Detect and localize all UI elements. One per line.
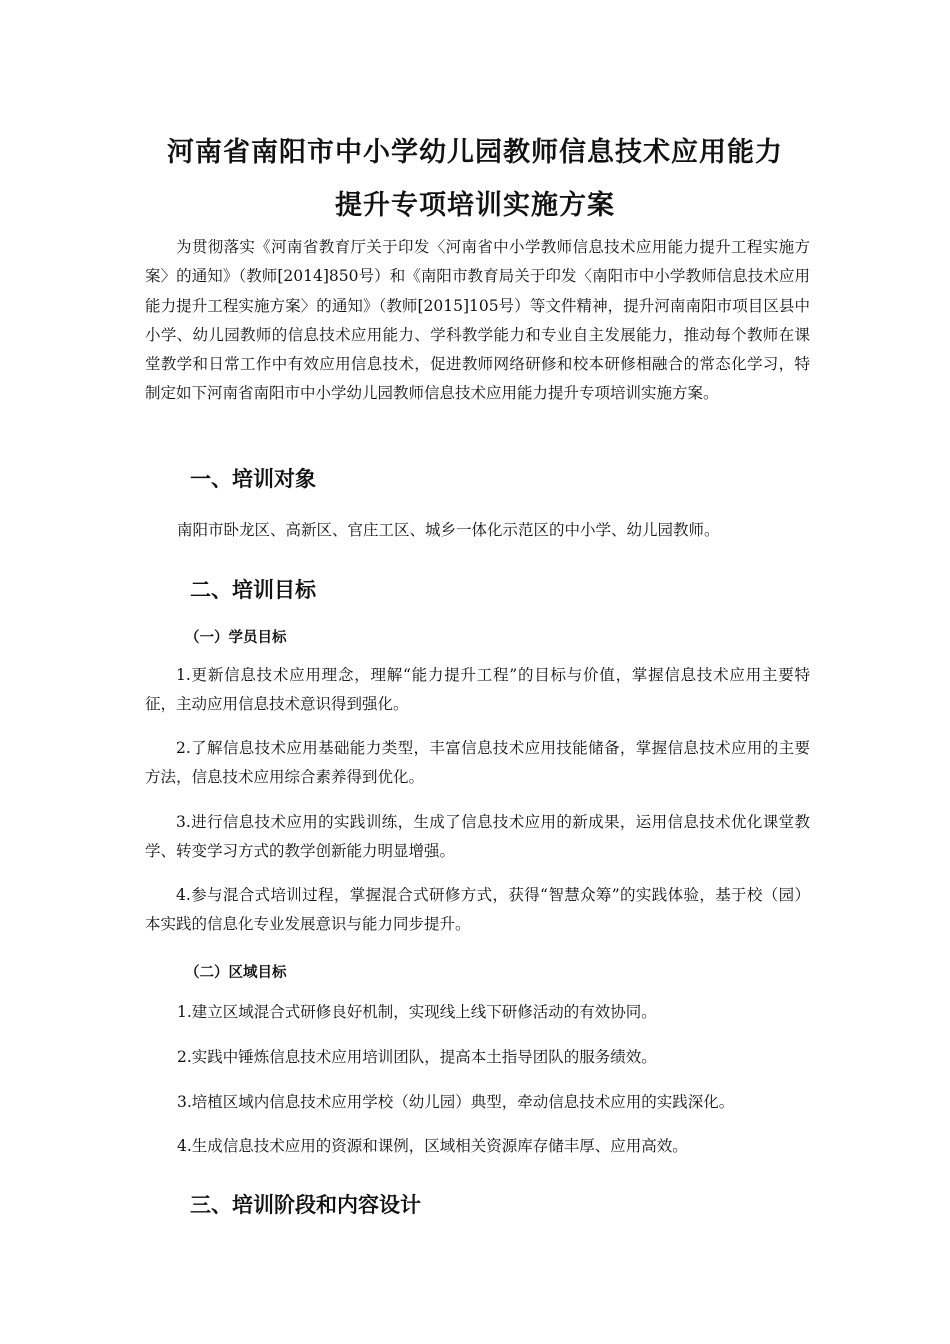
training-target-text: 南阳市卧龙区、高新区、官庄工区、城乡一体化示范区的中小学、幼儿园教师。 — [177, 521, 720, 539]
learner-goal-item: 4.参与混合式培训过程，掌握混合式研修方式，获得“智慧众筹”的实践体验，基于校（园）本实践的信息化专业发展意识与能力同步提升。 — [145, 886, 810, 933]
section-heading-training-goals: 二、培训目标 — [190, 578, 316, 602]
learner-goal-item: 1.更新信息技术应用理念，理解“能力提升工程”的目标与价值，掌握信息技术应用主要特征，主动应用信息技术意识得到强化。 — [145, 666, 810, 713]
document-title-line-1: 河南省南阳市中小学幼儿园教师信息技术应用能力 — [167, 137, 783, 168]
regional-goal-item: 3.培植区域内信息技术应用学校（幼儿园）典型，牵动信息技术应用的实践深化。 — [177, 1093, 735, 1111]
learner-goal-item: 2.了解信息技术应用基础能力类型，丰富信息技术应用技能储备，掌握信息技术应用的主要方法，信息技术应用综合素养得到优化。 — [145, 739, 810, 786]
regional-goal-item: 4.生成信息技术应用的资源和课例，区域相关资源库存储丰厚、应用高效。 — [177, 1137, 688, 1155]
section-heading-training-target: 一、培训对象 — [190, 467, 316, 491]
regional-goal-item: 1.建立区域混合式研修良好机制，实现线上线下研修活动的有效协同。 — [177, 1003, 657, 1021]
subsection-heading-learner-goals: （一）学员目标 — [185, 630, 287, 646]
section-heading-training-stages: 三、培训阶段和内容设计 — [190, 1193, 421, 1217]
learner-goal-item: 3.进行信息技术应用的实践训练，生成了信息技术应用的新成果，运用信息技术优化课堂教学、转变学习方式的教学创新能力明显增强。 — [145, 813, 810, 860]
regional-goal-item: 2.实践中锤炼信息技术应用培训团队，提高本土指导团队的服务绩效。 — [177, 1048, 657, 1066]
document-title-line-2: 提升专项培训实施方案 — [335, 190, 615, 221]
intro-paragraph: 为贯彻落实《河南省教育厅关于印发〈河南省中小学教师信息技术应用能力提升工程实施方案〉的通知》（教师[2014]850号）和《南阳市教育局关于印发〈南阳市中小学教师信息技术应用能力提升工程实施方案〉的通知》（教师[2015]105号）等文件精神，提升河南南阳市项目区县中小学、幼儿园教师的信息技术应用能力、学科教学能力和专业自主发展能力，推动每个教师在课堂教学和日常工作中有效应用信息技术，促进教师网络研修和校本研修相融合的常态化学习，特制定如下河南省南阳市中小学幼儿园教师信息技术应用能力提升专项培训实施方案。 — [145, 238, 810, 403]
subsection-heading-regional-goals: （二）区域目标 — [185, 965, 287, 981]
